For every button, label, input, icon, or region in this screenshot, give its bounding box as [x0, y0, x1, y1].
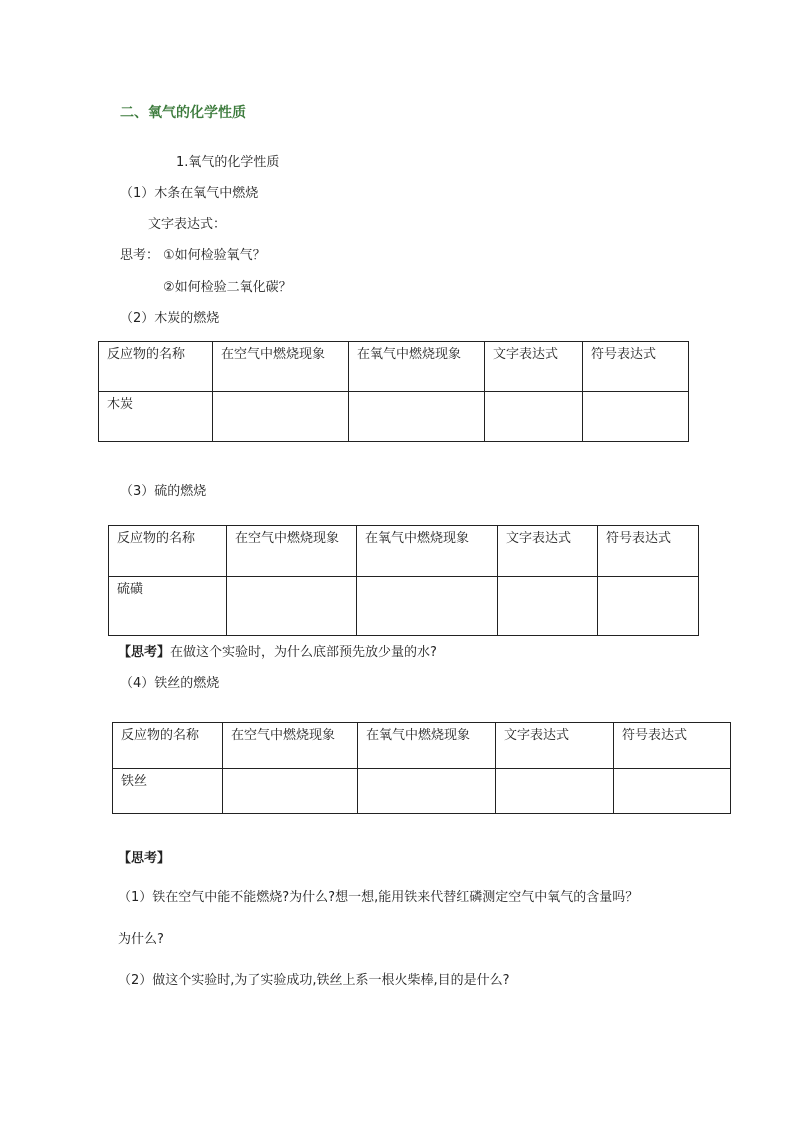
answer-cell[interactable]	[598, 577, 699, 636]
think-heading: 【思考】	[118, 851, 171, 866]
header-air: 在空气中燃烧现象	[223, 723, 358, 769]
sulfur-think	[118, 645, 437, 661]
answer-cell[interactable]	[614, 769, 731, 814]
header-symbol-eq: 符号表达式	[583, 342, 689, 392]
header-reactant: 反应物的名称	[113, 723, 223, 769]
header-air: 在空气中燃烧现象	[213, 342, 349, 392]
header-oxygen: 在氧气中燃烧现象	[357, 526, 498, 577]
charcoal-table	[98, 341, 689, 442]
answer-cell[interactable]	[349, 392, 485, 442]
header-reactant: 反应物的名称	[109, 526, 227, 577]
iron-question-1b: 为什么?	[118, 932, 164, 947]
item-sulfur: （3）硫的燃烧	[120, 484, 207, 499]
answer-cell[interactable]	[485, 392, 583, 442]
word-equation-label: 文字表达式：	[148, 217, 227, 232]
header-word-eq: 文字表达式	[485, 342, 583, 392]
header-oxygen: 在氧气中燃烧现象	[349, 342, 485, 392]
section-title: 二、氧气的化学性质	[120, 105, 246, 121]
question-1: ①如何检验氧气？	[163, 248, 266, 263]
item-wood: （1）木条在氧气中燃烧	[120, 186, 259, 201]
answer-cell[interactable]	[227, 577, 357, 636]
reactant-cell: 铁丝	[113, 769, 223, 814]
header-symbol-eq: 符号表达式	[598, 526, 699, 577]
reactant-cell: 硫磺	[109, 577, 227, 636]
think-label: 思考：	[120, 248, 160, 263]
header-reactant: 反应物的名称	[99, 342, 213, 392]
answer-cell[interactable]	[498, 577, 598, 636]
header-air: 在空气中燃烧现象	[227, 526, 357, 577]
reactant-cell: 木炭	[99, 392, 213, 442]
answer-cell[interactable]	[583, 392, 689, 442]
header-word-eq: 文字表达式	[496, 723, 614, 769]
iron-question-1: （1）铁在空气中能不能燃烧?为什么?想一想,能用铁来代替红磷测定空气中氧气的含量吗？	[118, 890, 639, 905]
iron-question-2: （2）做这个实验时,为了实验成功,铁丝上系一根火柴棒,目的是什么?	[118, 973, 510, 988]
iron-table	[112, 722, 731, 814]
answer-cell[interactable]	[496, 769, 614, 814]
header-symbol-eq: 符号表达式	[614, 723, 731, 769]
item-iron: （4）铁丝的燃烧	[120, 676, 220, 691]
think-text: 在做这个实验时，为什么底部预先放少量的水?	[170, 645, 437, 660]
think-bracket: 【思考】	[118, 645, 171, 660]
answer-cell[interactable]	[357, 577, 498, 636]
header-oxygen: 在氧气中燃烧现象	[358, 723, 496, 769]
answer-cell[interactable]	[358, 769, 496, 814]
answer-cell[interactable]	[223, 769, 358, 814]
subtitle: 1.氧气的化学性质	[176, 155, 280, 170]
item-charcoal: （2）木炭的燃烧	[120, 311, 220, 326]
header-word-eq: 文字表达式	[498, 526, 598, 577]
sulfur-table	[108, 525, 699, 636]
question-2: ②如何检验二氧化碳？	[163, 280, 292, 295]
answer-cell[interactable]	[213, 392, 349, 442]
